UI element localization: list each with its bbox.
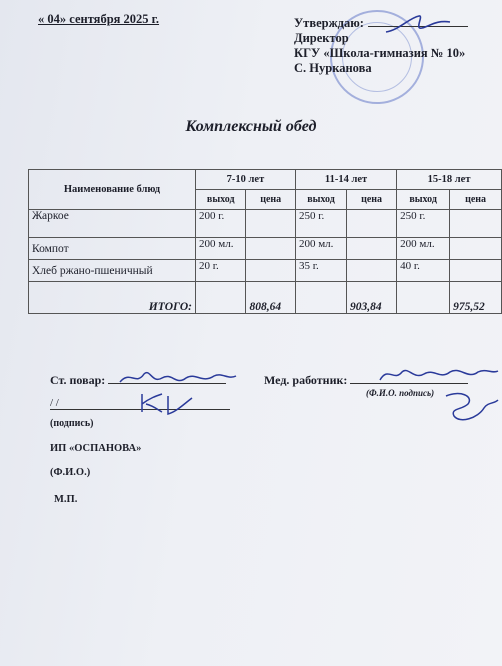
yield-subheader: выход xyxy=(196,190,246,210)
price-cell xyxy=(347,260,397,282)
fio-sign-caption: (Ф.И.О. подпись) xyxy=(366,388,435,398)
approver-position: Директор xyxy=(294,31,349,45)
yield-subheader: выход xyxy=(397,190,450,210)
price-cell xyxy=(450,260,502,282)
dish-yield: 250 г. xyxy=(295,210,346,238)
price-subheader: цена xyxy=(347,190,397,210)
page-title: Комплексный обед xyxy=(185,118,317,135)
dish-yield: 200 мл. xyxy=(397,238,450,260)
age-group-header: 15-18 лет xyxy=(397,170,502,190)
approver-name: С. Нурканова xyxy=(294,61,372,75)
dish-yield: 200 г. xyxy=(196,210,246,238)
empty-cell xyxy=(397,282,450,314)
total-price: 975,52 xyxy=(450,282,502,314)
vendor-name: ИП «ОСПАНОВА» xyxy=(50,443,142,454)
table-row xyxy=(29,260,502,282)
yield-subheader: выход xyxy=(295,190,346,210)
document-date: « 04» сентября 2025 г. xyxy=(38,12,160,26)
cook-label: Ст. повар: xyxy=(50,373,106,387)
dish-yield: 200 мл. xyxy=(196,238,246,260)
cook-initials-signature xyxy=(136,392,196,416)
med-label: Мед. работник: xyxy=(264,373,348,387)
empty-cell xyxy=(196,282,246,314)
total-label: ИТОГО: xyxy=(29,282,196,314)
menu-table xyxy=(28,169,502,314)
empty-cell xyxy=(295,282,346,314)
total-price: 808,64 xyxy=(246,282,296,314)
dish-yield: 40 г. xyxy=(397,260,450,282)
cook-signature xyxy=(118,366,238,390)
dish-name: Жаркое xyxy=(29,210,196,238)
price-cell xyxy=(246,238,296,260)
seal-place: М.П. xyxy=(54,494,78,505)
dish-yield: 250 г. xyxy=(397,210,450,238)
signature-caption: (подпись) xyxy=(50,418,94,429)
total-price: 903,84 xyxy=(347,282,397,314)
price-cell xyxy=(246,210,296,238)
age-group-header: 11-14 лет xyxy=(295,170,396,190)
price-cell xyxy=(450,210,502,238)
approve-label: Утверждаю: xyxy=(294,16,364,30)
price-cell xyxy=(347,238,397,260)
director-signature xyxy=(384,10,454,40)
med-initials-signature xyxy=(440,392,500,424)
school-name: КГУ «Школа-гимназия № 10» xyxy=(294,46,466,60)
age-group-header: 7-10 лет xyxy=(196,170,296,190)
total-row xyxy=(29,282,502,314)
price-cell xyxy=(246,260,296,282)
signature-line: / / xyxy=(50,397,230,410)
price-cell xyxy=(450,238,502,260)
table-row xyxy=(29,210,502,238)
dish-name-header: Наименование блюд xyxy=(29,170,196,210)
dish-name: Хлеб ржано-пшеничный xyxy=(29,260,196,282)
dish-yield: 200 мл. xyxy=(295,238,346,260)
price-cell xyxy=(347,210,397,238)
fio-caption: (Ф.И.О.) xyxy=(50,467,91,478)
dish-yield: 20 г. xyxy=(196,260,246,282)
price-subheader: цена xyxy=(450,190,502,210)
price-subheader: цена xyxy=(246,190,296,210)
dish-name: Компот xyxy=(29,238,196,260)
table-row xyxy=(29,238,502,260)
table-header-row xyxy=(29,170,502,190)
med-signature xyxy=(378,362,498,388)
dish-yield: 35 г. xyxy=(295,260,346,282)
